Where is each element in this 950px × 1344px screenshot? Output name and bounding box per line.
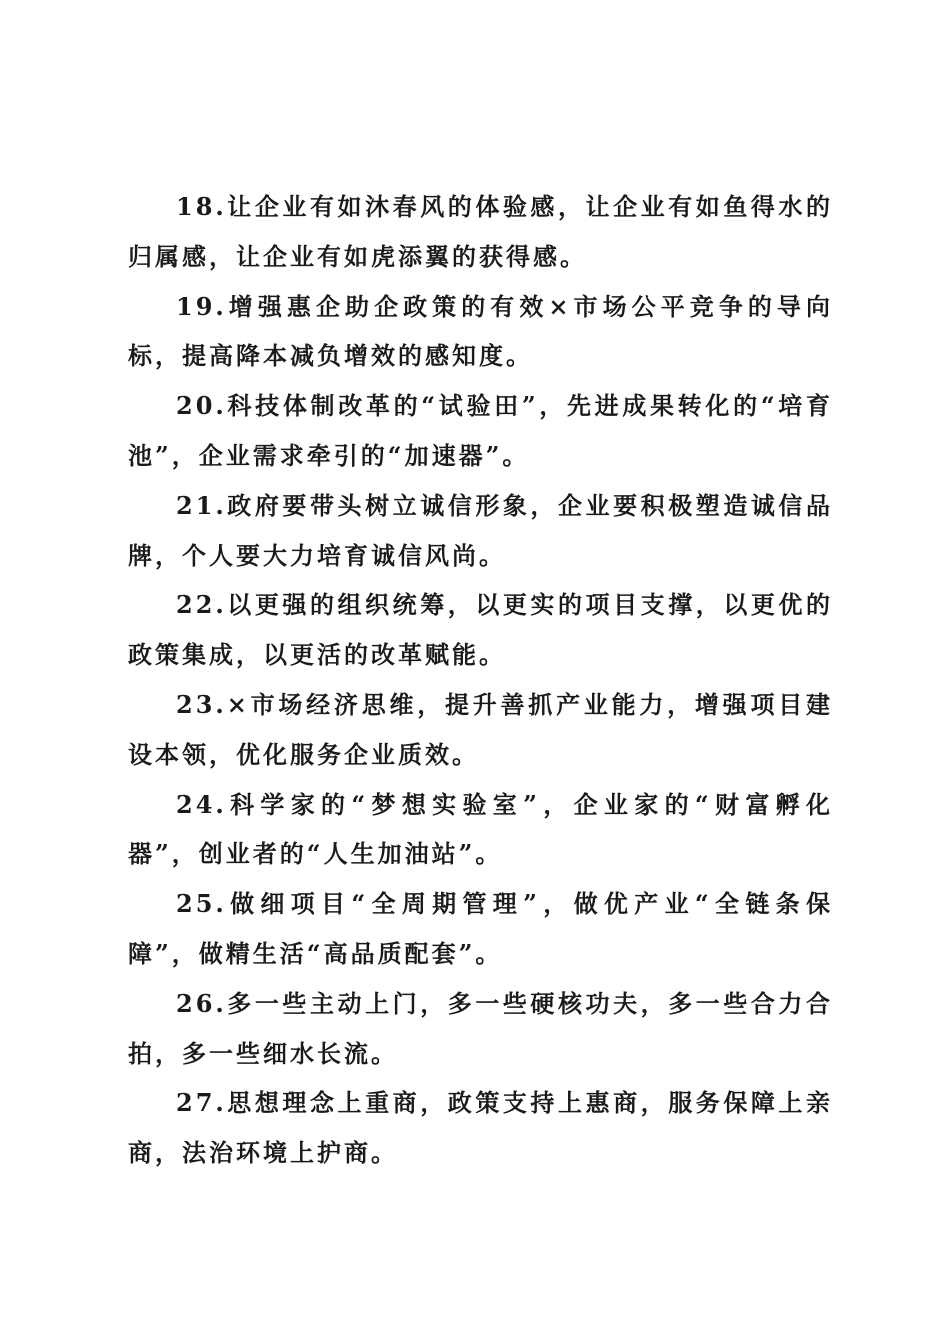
document-body xyxy=(128,182,833,1178)
list-item: 20.科技体制改革的“试验田”，先进成果转化的“培育池”，企业需求牵引的“加速器”。 xyxy=(128,391,833,470)
list-item: 19.增强惠企助企政策的有效×市场公平竞争的导向标，提高降本减负增效的感知度。 xyxy=(128,291,833,371)
list-item: 22.以更强的组织统筹，以更实的项目支撑，以更优的政策集成，以更活的改革赋能。 xyxy=(128,590,833,670)
list-item: 26.多一些主动上门，多一些硬核功夫，多一些合力合拍，多一些细水长流。 xyxy=(128,988,833,1068)
list-item: 25.做细项目“全周期管理”，做优产业“全链条保障”，做精生活“高品质配套”。 xyxy=(128,889,833,968)
list-item: 27.思想理念上重商，政策支持上惠商，服务保障上亲商，法治环境上护商。 xyxy=(128,1088,833,1168)
list-item: 24.科学家的“梦想实验室”，企业家的“财富孵化器”，创业者的“人生加油站”。 xyxy=(128,789,833,869)
list-item: 18.让企业有如沐春风的体验感，让企业有如鱼得水的归属感，让企业有如虎添翼的获得感。 xyxy=(128,192,833,271)
list-item: 23.×市场经济思维，提升善抓产业能力，增强项目建设本领，优化服务企业质效。 xyxy=(128,689,833,769)
list-item: 21.政府要带头树立诚信形象，企业要积极塑造诚信品牌，个人要大力培育诚信风尚。 xyxy=(128,490,833,570)
